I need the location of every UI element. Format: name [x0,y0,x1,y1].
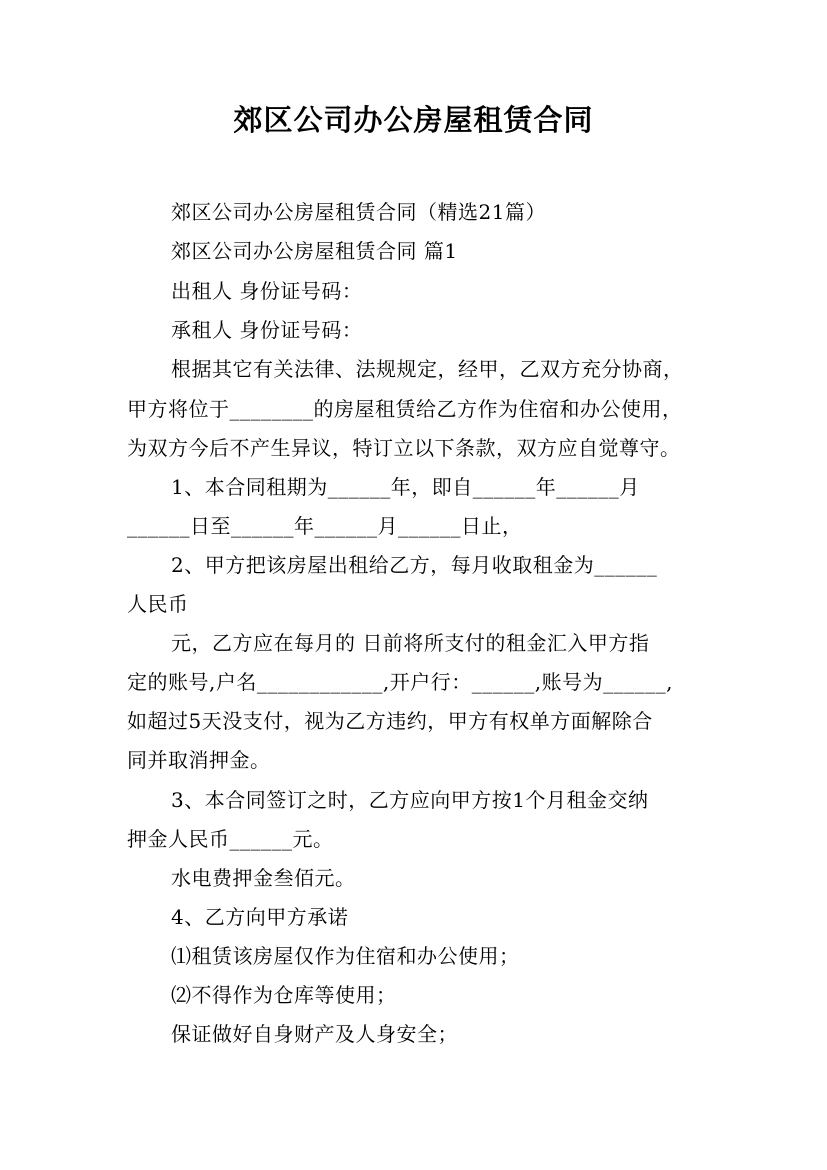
paragraph-line: 甲方将位于________的房屋租赁给乙方作为住宿和办公使用， [127,397,683,421]
clause-4-item: 保证做好自身财产及人身安全； [171,1022,458,1046]
subtitle-line: 郊区公司办公房屋租赁合同（精选21篇） [171,200,546,224]
paragraph-line: 为双方今后不产生异议，特订立以下条款，双方应自觉尊守。 [127,436,681,460]
clause-2-line: 如超过5天没支付，视为乙方违约，甲方有权单方面解除合 [127,709,653,733]
clause-1-line: 1、本合同租期为______年，即自______年______月 [171,475,640,499]
clause-2-line: 2、甲方把该房屋出租给乙方，每月收取租金为______ [171,553,658,577]
lessee-line: 承租人 身份证号码： [171,318,363,342]
clause-2-line: 人民币 [127,592,189,616]
clause-4-line: 4、乙方向甲方承诺 [171,905,349,929]
clause-2-line: 同并取消押金。 [127,748,271,772]
document-title: 郊区公司办公房屋租赁合同 [233,103,594,137]
clause-2-line: 元，乙方应在每月的 日前将所支付的租金汇入甲方指 [171,631,650,655]
clause-4-item: ⑵不得作为仓库等使用； [171,983,397,1007]
utility-deposit-line: 水电费押金叁佰元。 [171,866,356,890]
clause-1-line: ______日至______年______月______日止， [127,514,523,538]
lessor-line: 出租人 身份证号码： [171,279,363,303]
clause-4-item: ⑴租赁该房屋仅作为住宿和办公使用； [171,944,520,968]
paragraph-line: 根据其它有关法律、法规规定，经甲，乙双方充分协商， [171,357,684,381]
clause-2-line: 定的账号,户名____________,开户行：______,账号为______, [127,670,673,694]
clause-3-line: 押金人民币______元。 [127,827,334,851]
clause-3-line: 3、本合同签订之时，乙方应向甲方按1个月租金交纳 [171,788,649,812]
section-heading: 郊区公司办公房屋租赁合同 篇1 [171,239,458,263]
